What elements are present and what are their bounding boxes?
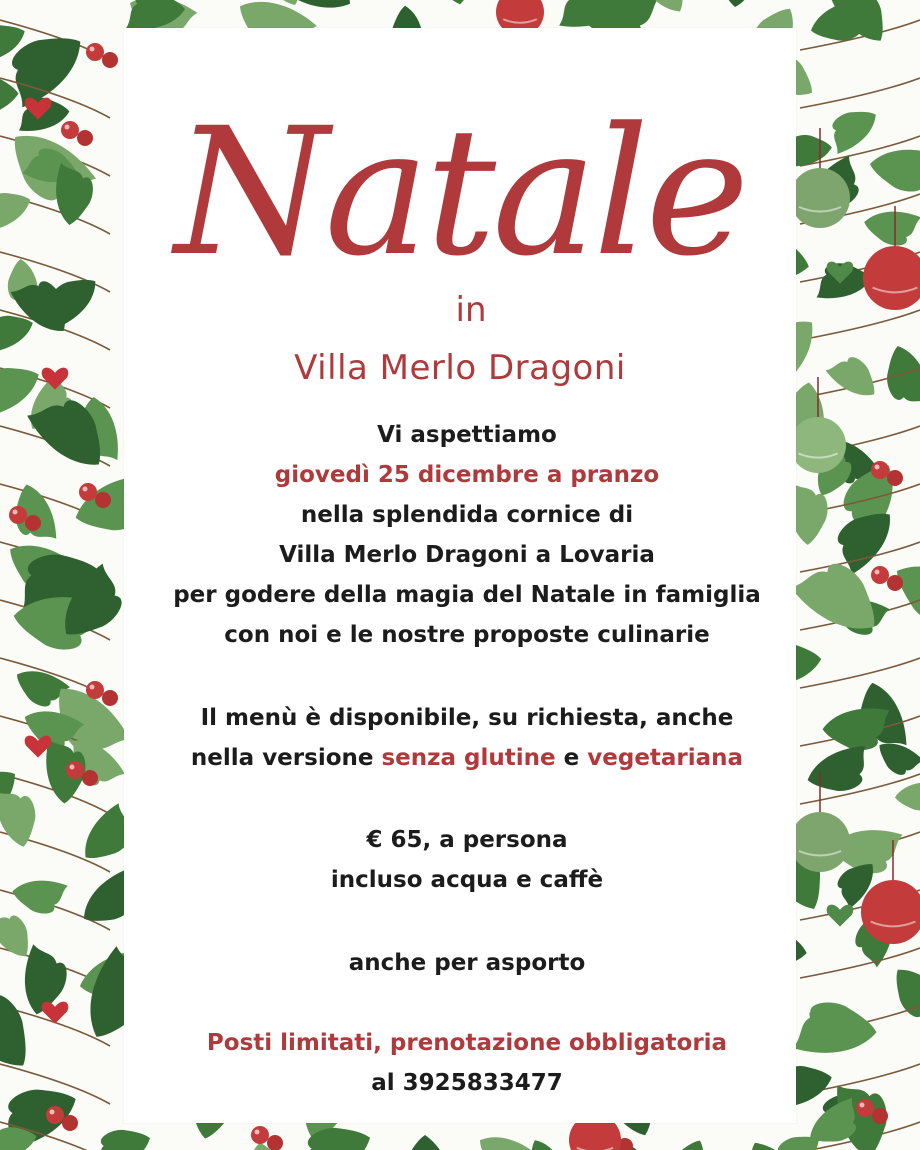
- holly-leaf-icon: [418, 0, 487, 9]
- berry-icon: [267, 1135, 283, 1150]
- holly-leaf-icon: [667, 1134, 713, 1150]
- berry-icon: [46, 1106, 64, 1124]
- intro-block: [124, 415, 796, 655]
- phone-number: al 3925833477: [371, 1070, 563, 1096]
- berry-icon: [95, 492, 111, 508]
- ornament-icon: [790, 168, 850, 228]
- price-includes: incluso acqua e caffè: [330, 867, 604, 893]
- intro-line: con noi e le nostre proposte culinarie: [224, 622, 710, 648]
- holly-leaf-icon: [883, 958, 920, 1029]
- branch-stem: [800, 310, 920, 340]
- price-block: [124, 820, 796, 900]
- holly-leaf-icon: [894, 782, 920, 811]
- holly-leaf-icon: [823, 708, 890, 750]
- title-natale: [124, 68, 796, 298]
- berry-highlight: [90, 685, 95, 690]
- title-text: Natale: [174, 90, 746, 295]
- ornament-icon: [863, 246, 920, 310]
- intro-line: Villa Merlo Dragoni a Lovaria: [279, 542, 655, 568]
- berry-icon: [871, 566, 889, 584]
- berry-highlight: [83, 487, 88, 492]
- berry-icon: [86, 43, 104, 61]
- holly-leaf-icon: [884, 549, 920, 637]
- vegetarian-label: vegetariana: [587, 745, 744, 771]
- heart-icon: [827, 905, 854, 927]
- berry-icon: [856, 1099, 874, 1117]
- intro-line: per godere della magia del Natale in famiglia: [173, 582, 761, 608]
- venue-name: Villa Merlo Dragoni: [294, 348, 626, 388]
- event-date: giovedì 25 dicembre a pranzo: [274, 462, 660, 488]
- takeaway-line: anche per asporto: [348, 950, 586, 976]
- berry-icon: [61, 121, 79, 139]
- holly-leaf-icon: [711, 0, 769, 10]
- berry-icon: [62, 1115, 78, 1131]
- holly-leaf-icon: [522, 1134, 567, 1150]
- holly-leaf-icon: [89, 1121, 155, 1150]
- menu-line: [138, 738, 796, 778]
- berry-icon: [102, 690, 118, 706]
- berry-icon: [82, 770, 98, 786]
- ornament-icon: [790, 417, 846, 473]
- holly-leaf-icon: [0, 184, 36, 233]
- holly-leaf-icon: [0, 784, 42, 850]
- berry-highlight: [875, 570, 880, 575]
- berry-icon: [871, 461, 889, 479]
- berry-highlight: [50, 1110, 55, 1115]
- berry-highlight: [255, 1130, 260, 1135]
- holly-leaf-icon: [861, 205, 920, 249]
- booking-notice: Posti limitati, prenotazione obbligatoria: [206, 1030, 728, 1056]
- title-in: in: [455, 290, 487, 330]
- berry-highlight: [860, 1103, 865, 1108]
- holly-leaf-icon: [10, 875, 68, 917]
- heart-icon: [42, 1002, 69, 1024]
- berry-icon: [251, 1126, 269, 1144]
- berry-highlight: [65, 125, 70, 130]
- berry-icon: [9, 506, 27, 524]
- holly-leaf-icon: [867, 143, 920, 195]
- berry-highlight: [13, 510, 18, 515]
- invitation-card: [124, 28, 796, 1123]
- menu-block: [124, 698, 796, 778]
- berry-icon: [25, 515, 41, 531]
- price-line: € 65, a persona: [366, 827, 568, 853]
- menu-prefix: nella versione: [190, 745, 382, 771]
- berry-icon: [102, 52, 118, 68]
- berry-icon: [887, 470, 903, 486]
- holly-leaf-icon: [469, 1124, 543, 1150]
- intro-line: Vi aspettiamo: [377, 422, 557, 448]
- berry-icon: [887, 575, 903, 591]
- menu-line: Il menù è disponibile, su richiesta, anche: [200, 705, 734, 731]
- berry-highlight: [90, 47, 95, 52]
- holly-leaf-icon: [397, 1135, 454, 1150]
- berry-highlight: [70, 765, 75, 770]
- berry-icon: [79, 483, 97, 501]
- booking-block: [124, 1023, 796, 1103]
- holly-leaf-icon: [789, 548, 892, 648]
- holly-leaf-icon: [879, 341, 920, 413]
- berry-icon: [66, 761, 84, 779]
- berry-icon: [872, 1108, 888, 1124]
- berry-icon: [86, 681, 104, 699]
- takeaway-note: [124, 943, 796, 983]
- berry-highlight: [875, 465, 880, 470]
- holly-leaf-icon: [793, 1000, 879, 1058]
- holly-leaf-icon: [825, 348, 885, 407]
- berry-icon: [77, 130, 93, 146]
- menu-and: e: [555, 745, 588, 771]
- intro-line: nella splendida cornice di: [300, 502, 634, 528]
- branch-stem: [800, 78, 920, 108]
- ornament-icon: [790, 812, 850, 872]
- gluten-free-label: senza glutine: [381, 745, 556, 771]
